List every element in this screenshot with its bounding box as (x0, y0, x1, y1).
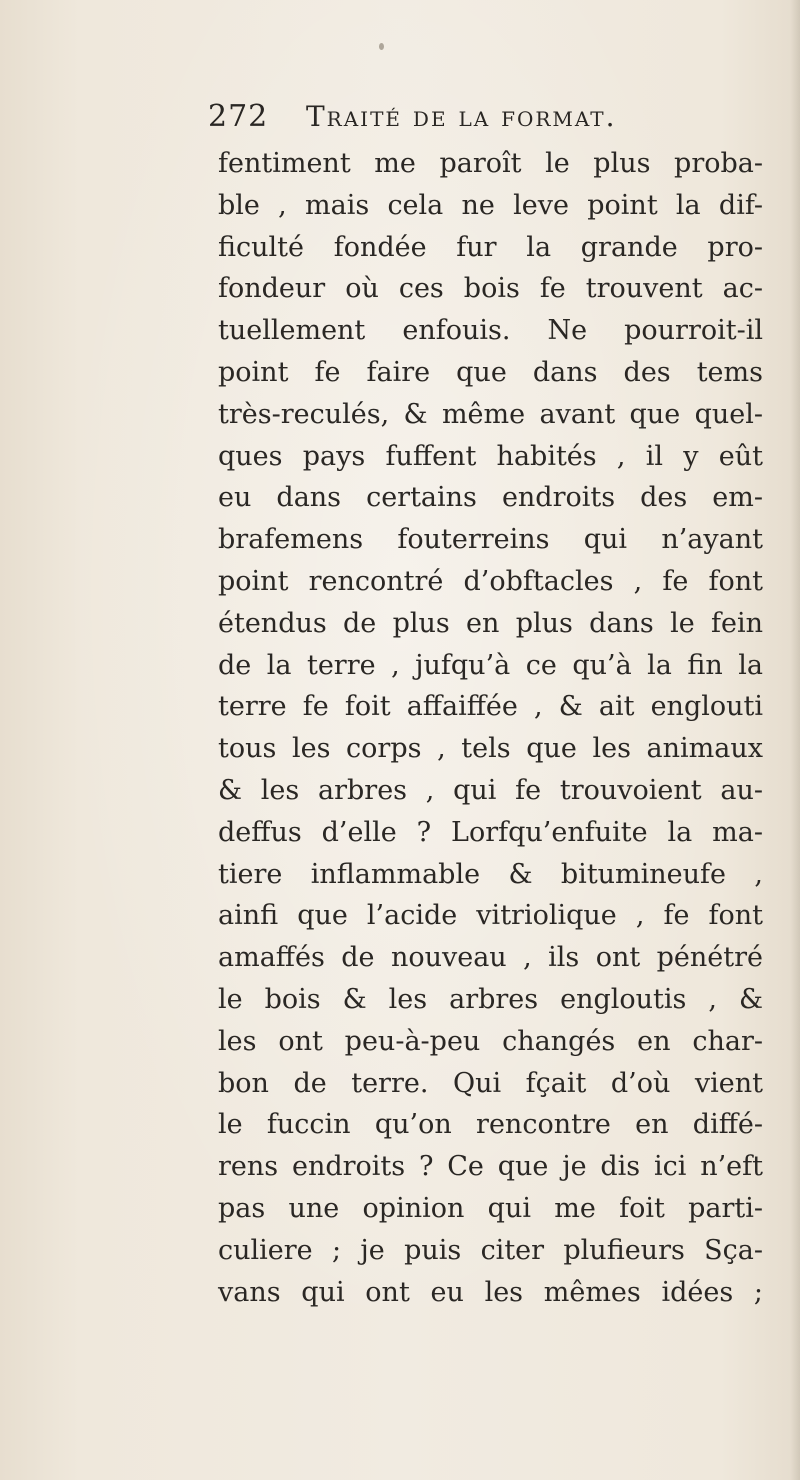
text-line: le bois & les arbres engloutis , & (218, 983, 763, 1015)
text-line: brafemens fouterreins qui n’ayant (218, 524, 763, 556)
text-line: les ont peu-à-peu changés en char- (218, 1025, 763, 1057)
text-line: ble , mais cela ne leve point la dif- (218, 189, 763, 221)
text-line: ques pays fuffent habités , il y eût (218, 440, 763, 472)
text-line: rens endroits ? Ce que je dis ici n’eft (218, 1151, 763, 1183)
text-line: fondeur où ces bois fe trouvent ac- (218, 273, 763, 305)
text-line: culiere ; je puis citer plufieurs Sça- (218, 1234, 763, 1266)
text-line: étendus de plus en plus dans le fein (218, 607, 763, 639)
text-line: fentiment me paroît le plus proba- (218, 148, 763, 179)
text-line: très-reculés, & même avant que quel- (218, 398, 763, 430)
text-line: amaffés de nouveau , ils ont pénétré (218, 942, 763, 974)
text-line: ficulté fondée fur la grande pro- (218, 231, 763, 263)
text-line: pas une opinion qui me foit parti- (218, 1192, 763, 1224)
text-line: ainfi que l’acide vitriolique , fe font (218, 900, 763, 932)
text-line: tiere inflammable & bitumineufe , (218, 858, 763, 890)
page-header (208, 96, 748, 138)
text-line: tuellement enfouis. Ne pourroit-il (218, 315, 763, 347)
text-line: tous les corps , tels que les animaux (218, 733, 763, 765)
text-line: eu dans certains endroits des em- (218, 482, 763, 514)
text-line: bon de terre. Qui fçait d’où vient (218, 1067, 763, 1099)
text-line: point rencontré d’obftacles , fe font (218, 565, 763, 597)
text-line: terre fe foit affaiffée , & ait englouti (218, 691, 763, 723)
body-text (218, 143, 763, 1313)
text-line: le fuccin qu’on rencontre en diffé- (218, 1109, 763, 1141)
text-line: point fe faire que dans des tems (218, 356, 763, 388)
text-line: de la terre , jufqu’à ce qu’à la fin la (218, 649, 763, 681)
text-line: & les arbres , qui fe trouvoient au- (218, 774, 763, 806)
text-line: vans qui ont eu les mêmes idées ; (218, 1276, 763, 1308)
text-line: deffus d’elle ? Lorfqu’enfuite la ma- (218, 816, 763, 848)
ink-speck (379, 43, 384, 50)
running-title: Traité de la format. (306, 100, 617, 133)
page-number: 272 (208, 99, 269, 134)
page-edge-shadow (790, 0, 800, 1480)
